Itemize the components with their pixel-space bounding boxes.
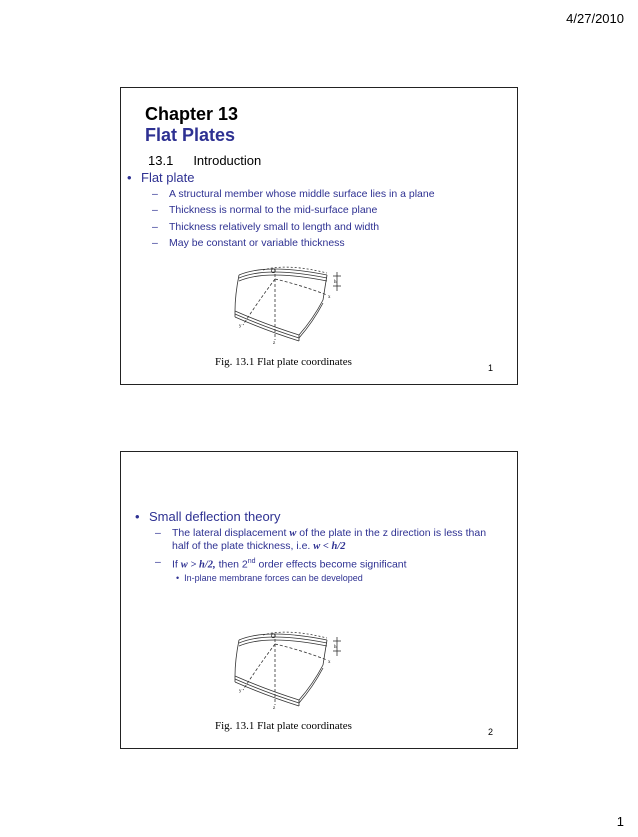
- plate-figure: [227, 620, 347, 710]
- section-title: Introduction: [193, 153, 262, 168]
- chapter-title: Chapter 13: [145, 104, 239, 124]
- bullet-dot: •: [135, 509, 140, 524]
- figure-label-y: y: [239, 689, 242, 694]
- figure-label-z: z: [273, 341, 276, 345]
- plate-figure: [227, 255, 347, 345]
- figure-label-h: h: [334, 645, 337, 650]
- list-item: – Thickness is normal to the mid-surface plane: [152, 204, 378, 217]
- slide-2: [120, 451, 518, 749]
- sub-list: [152, 188, 435, 254]
- chapter-subtitle: Flat Plates: [145, 125, 236, 145]
- bullet-small-deflection: [135, 509, 281, 524]
- section-heading: [148, 153, 261, 168]
- figure-label-z: z: [273, 706, 276, 710]
- list-item: – If w > h/2, then 2nd order effects become significant: [155, 556, 407, 571]
- header-date: 4/27/2010: [566, 11, 624, 26]
- bullet-flat-plate: [127, 170, 194, 185]
- figure-label-y: y: [239, 324, 242, 329]
- sub-list: [155, 527, 505, 576]
- figure-label-x: x: [328, 660, 331, 665]
- figure-caption: Fig. 13.1 Flat plate coordinates: [215, 356, 352, 368]
- slide-1: [120, 87, 518, 385]
- bullet-text: Small deflection theory: [149, 509, 281, 524]
- slide-number: 1: [487, 363, 493, 373]
- section-number: 13.1: [148, 153, 174, 168]
- figure-label-h: h: [334, 280, 337, 285]
- figure-label-x: x: [328, 295, 331, 300]
- list-item: – Thickness relatively small to length and width: [152, 220, 380, 233]
- bullet-dot: •: [127, 170, 132, 185]
- list-item: – A structural member whose middle surface lies in a plane: [152, 188, 435, 200]
- bullet-dot: •: [176, 573, 180, 583]
- figure-label-origin: O: [271, 634, 276, 640]
- bullet-text: Flat plate: [141, 170, 195, 185]
- list-item: – May be constant or variable thickness: [152, 237, 345, 250]
- page-number: 1: [616, 814, 624, 829]
- slide-number: 2: [487, 727, 493, 737]
- sub-sub-item: • In-plane membrane forces can be developed: [176, 573, 363, 583]
- figure-label-origin: O: [271, 269, 276, 275]
- list-item: – The lateral displacement w of the plate in the z direction is less than half of the plate thickness, i.e. w < h/2: [155, 527, 487, 552]
- figure-caption: Fig. 13.1 Flat plate coordinates: [215, 720, 352, 732]
